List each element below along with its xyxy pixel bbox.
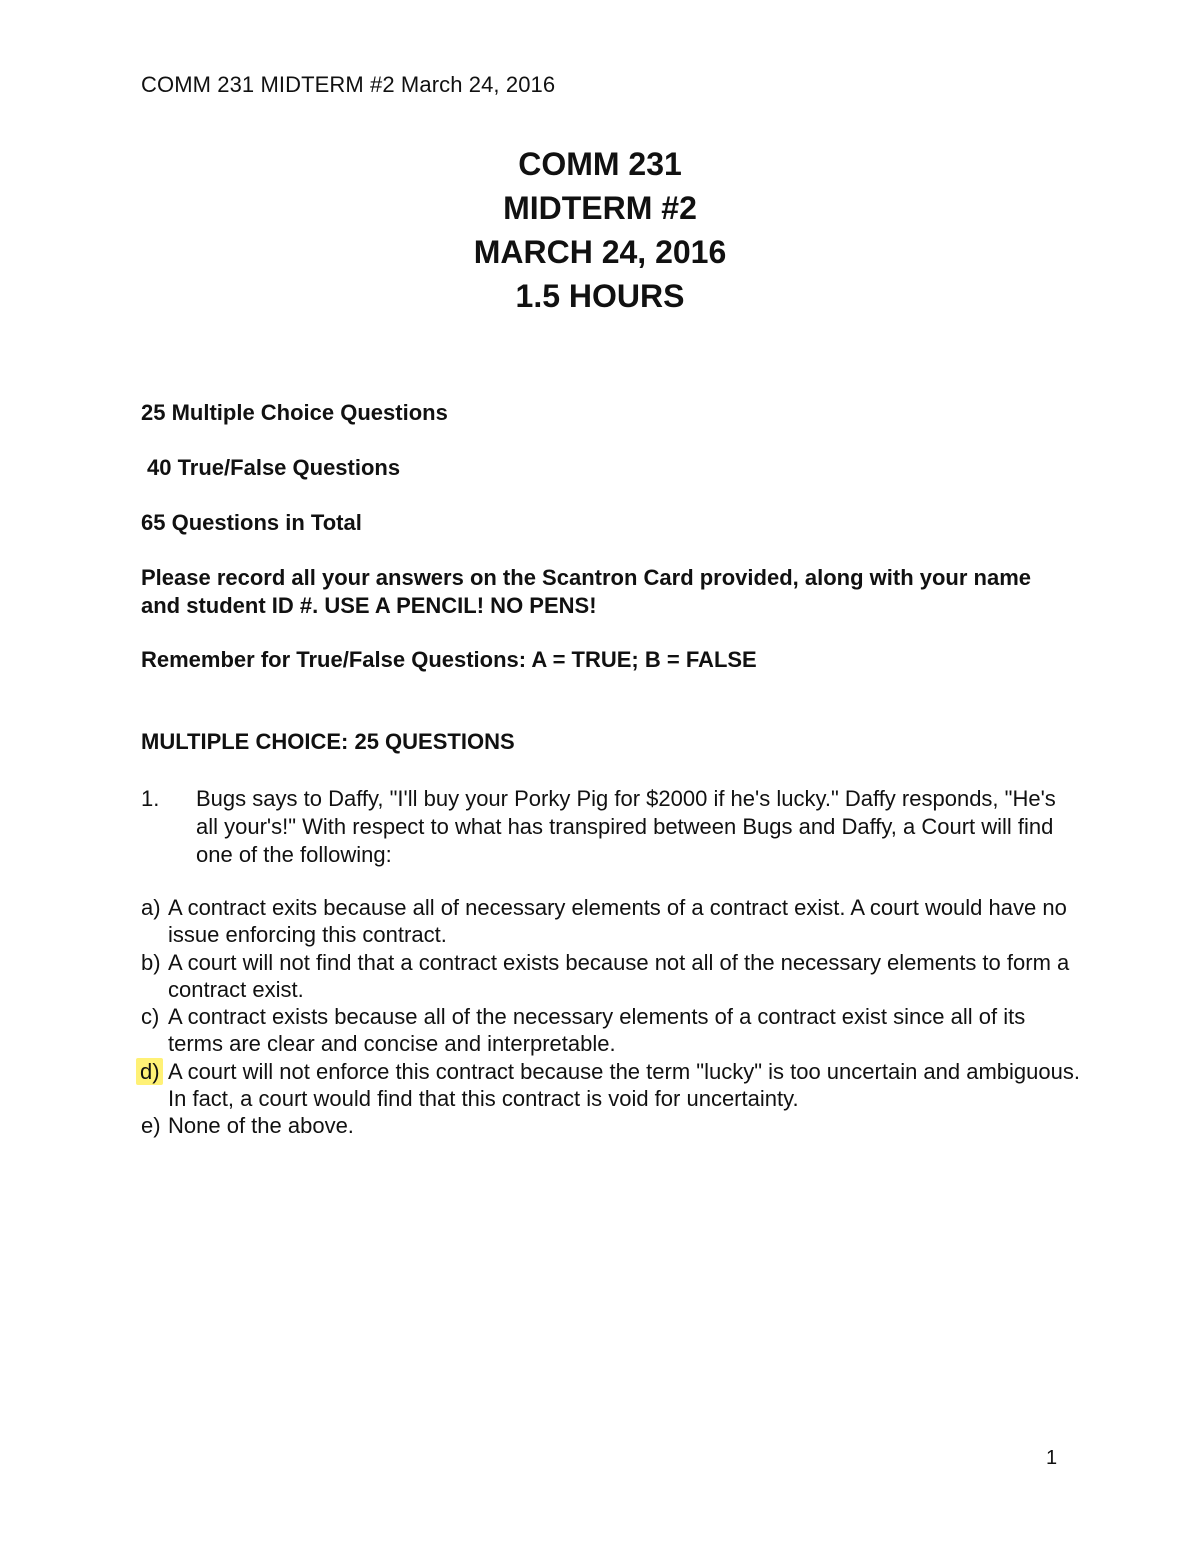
question-number: 1. [141,786,160,811]
option-text: None of the above. [168,1113,354,1139]
option-c [141,1003,1081,1058]
option-text: A court will not find that a contract exists because not all of the necessary elements to form a contract exist. [168,949,1070,1002]
option-e [141,1112,1081,1139]
question-1 [141,785,1071,869]
title-date: MARCH 24, 2016 [473,234,727,270]
instructions [141,564,1041,674]
option-d [141,1058,1081,1113]
instructions-true-false-key: Remember for True/False Questions: A = TRUE; B = FALSE [141,647,757,672]
option-a [141,894,1081,949]
title-exam: MIDTERM #2 [503,190,697,226]
option-text: A court will not enforce this contract because the term "lucky" is too uncertain and ambiguous. In fact, a court would find that this contract is void for uncertainty. [168,1058,1080,1112]
option-letter: c) [141,1004,160,1030]
title-duration: 1.5 HOURS [515,278,685,314]
section-heading: MULTIPLE CHOICE: 25 QUESTIONS [141,729,515,754]
summary-total: 65 Questions in Total [141,510,362,535]
option-letter: a) [141,895,161,920]
running-header: COMM 231 MIDTERM #2 March 24, 2016 [141,72,556,97]
option-text: A contract exists because all of the necessary elements of a contract exist since all of its terms are clear and concise and interpretable. [168,1004,1026,1057]
question-text: Bugs says to Daffy, "I'll buy your Porky Pig for $2000 if he's lucky." Daffy responds, "He's all your's!" With respect to what has transpired between Bugs and Daffy, a Court will find one of the following: [196,786,1056,867]
option-text: A contract exits because all of necessary elements of a contract exist. A court would have no issue enforcing this contract. [168,895,1067,948]
option-b [141,949,1081,1004]
option-letter: b) [141,949,161,975]
title-course: COMM 231 [518,146,682,182]
summary-multiple-choice: 25 Multiple Choice Questions [141,400,448,425]
answer-options [141,894,1081,1140]
option-letter: e) [141,1113,161,1139]
summary-true-false: 40 True/False Questions [147,455,401,480]
instructions-record: Please record all your answers on the Scantron Card provided, along with your name and student ID #. USE A PENCIL! NO PENS! [141,565,1032,618]
exam-title [0,142,1200,318]
option-letter-highlighted: d) [136,1058,163,1085]
page-number: 1 [1046,1447,1058,1469]
